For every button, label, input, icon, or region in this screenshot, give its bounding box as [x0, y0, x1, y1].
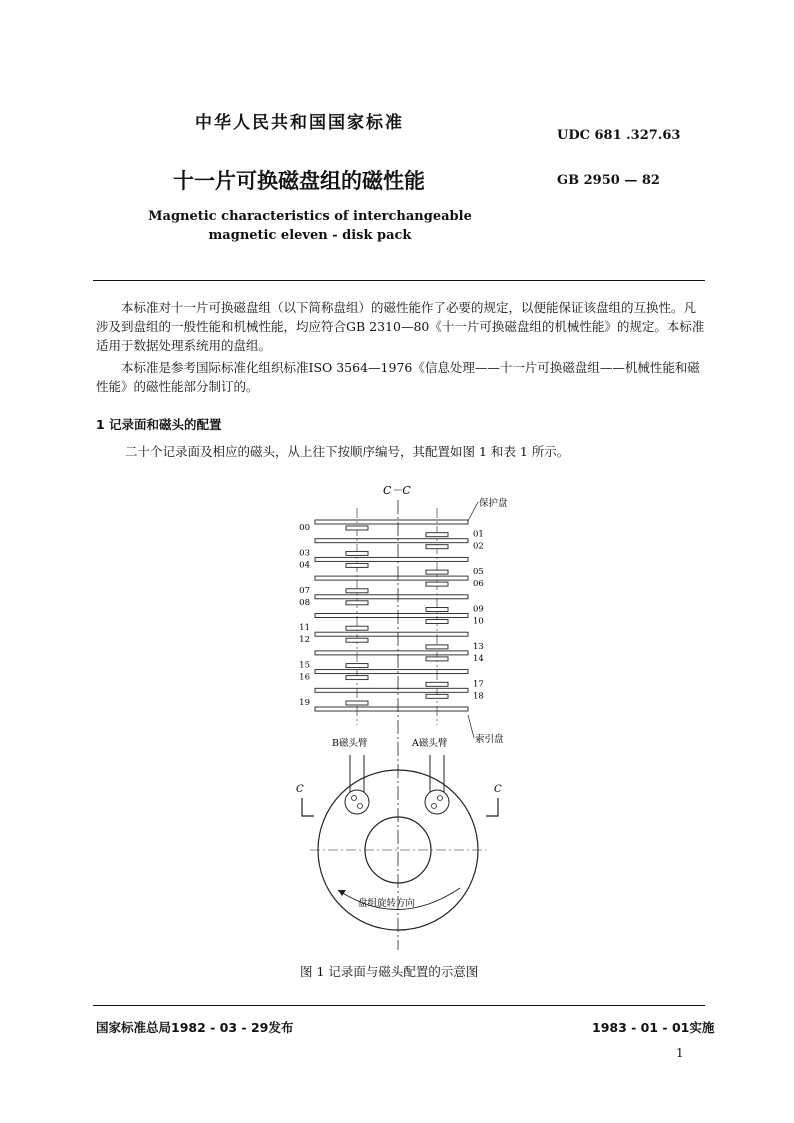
arm-a-label: A磁头臂	[412, 738, 448, 749]
disk-platter	[315, 595, 468, 599]
head-label-16: 16	[299, 672, 310, 683]
read-head-a	[426, 608, 448, 612]
disk-platter	[315, 688, 468, 692]
head-label-02: 02	[473, 541, 484, 552]
disk-platter	[315, 614, 468, 618]
disk-platter	[315, 707, 468, 711]
read-head-a	[426, 582, 448, 586]
head-label-05: 05	[473, 567, 484, 578]
disk-pack-diagram	[280, 480, 540, 960]
disk-platter	[315, 632, 468, 636]
arm-b-label: B磁头臂	[332, 738, 368, 749]
read-head-a	[426, 570, 448, 574]
read-head-b	[346, 638, 368, 642]
issue-date: 国家标准总局1982 - 03 - 29发布	[96, 1020, 294, 1035]
head-label-10: 10	[473, 616, 484, 627]
effective-date: 1983 - 01 - 01实施	[592, 1020, 715, 1035]
head-label-07: 07	[299, 585, 310, 596]
disk-platter	[315, 651, 468, 655]
page-title: 十一片可换磁盘组的磁性能	[173, 169, 425, 193]
protect-disk-leader	[468, 502, 478, 521]
footer-divider	[93, 1005, 705, 1006]
head-b-plan	[345, 790, 369, 814]
head-label-00: 00	[299, 523, 310, 533]
read-head-b	[346, 551, 368, 555]
disk-platter	[315, 670, 468, 674]
read-head-a	[426, 645, 448, 649]
head-label-17: 17	[473, 679, 484, 690]
read-head-a	[426, 533, 448, 537]
head-label-06: 06	[473, 579, 484, 590]
udc-code: UDC 681 .327.63	[557, 128, 681, 143]
figure-caption: 图 1 记录面与磁头配置的示意图	[300, 964, 479, 979]
head-label-18: 18	[473, 691, 484, 702]
read-head-b	[346, 601, 368, 605]
head-b-pin-2	[358, 804, 363, 809]
head-b-pin-1	[352, 796, 357, 801]
english-title-line-1: Magnetic characteristics of interchangeable	[148, 209, 472, 224]
read-head-a	[426, 545, 448, 549]
head-label-15: 15	[299, 660, 310, 671]
read-head-b	[346, 676, 368, 680]
header-divider	[93, 280, 705, 281]
read-head-b	[346, 701, 368, 705]
intro-paragraph: 本标准对十一片可换磁盘组（以下简称盘组）的磁性能作了必要的规定，以便能保证该盘组的互换性。凡涉及到盘组的一般性能和机械性能，均应符合GB 2310—80《十一片可换磁盘组的机械性能》的规定。本标准适用于数据处理系统用的盘组。	[96, 300, 705, 353]
cut-marker-right: C	[494, 784, 502, 795]
reference-paragraph: 本标准是参考国际标准化组织标准ISO 3564—1976《信息处理——十一片可换磁盘组——机械性能和磁性能》的磁性能部分制订的。	[96, 360, 700, 394]
read-head-b	[346, 589, 368, 593]
head-label-14: 14	[473, 653, 484, 664]
protect-disk-label: 保护盘	[479, 498, 508, 509]
index-disk-label: 索引盘	[475, 734, 504, 745]
page-number: 1	[676, 1046, 684, 1060]
head-label-01: 01	[473, 529, 484, 540]
right-head-labels	[473, 530, 484, 702]
gb-number: GB 2950 — 82	[557, 173, 660, 188]
head-a-pin-1	[432, 804, 437, 809]
read-head-a	[426, 657, 448, 661]
read-head-b	[346, 664, 368, 668]
read-head-b	[346, 626, 368, 630]
head-stack	[346, 526, 448, 705]
index-disk-leader	[468, 715, 474, 738]
rotation-label: 盘组旋转方向	[358, 898, 416, 909]
head-label-09: 09	[473, 604, 484, 615]
issuing-authority: 中华人民共和国国家标准	[195, 113, 404, 133]
read-head-b	[346, 563, 368, 567]
disk-platter	[315, 539, 468, 543]
rotation-arrowhead	[338, 890, 346, 896]
english-title	[140, 207, 480, 245]
cut-arrow-right	[486, 798, 498, 816]
head-label-13: 13	[473, 641, 484, 652]
head-a-pin-2	[438, 796, 443, 801]
section-text: 二十个记录面及相应的磁头，从上往下按顺序编号，其配置如图 1 和表 1 所示。	[125, 444, 570, 459]
read-head-a	[426, 682, 448, 686]
read-head-a	[426, 694, 448, 698]
section-cc-label: C－C	[383, 484, 411, 497]
head-label-19: 19	[299, 698, 310, 708]
disk-platter	[315, 520, 468, 524]
disk-platter	[315, 557, 468, 561]
head-a-plan	[425, 790, 449, 814]
head-label-11: 11	[299, 623, 310, 634]
read-head-b	[346, 526, 368, 530]
read-head-a	[426, 620, 448, 624]
section-heading: 1 记录面和磁头的配置	[96, 417, 222, 432]
cut-arrow-left	[302, 798, 314, 816]
disk-platter	[315, 576, 468, 580]
head-label-03: 03	[299, 548, 310, 559]
cut-marker-left: C	[296, 784, 304, 795]
head-label-12: 12	[299, 635, 310, 646]
head-label-08: 08	[299, 597, 310, 608]
left-head-labels	[299, 523, 310, 708]
english-title-line-2: magnetic eleven - disk pack	[208, 228, 412, 243]
head-label-04: 04	[299, 560, 310, 571]
